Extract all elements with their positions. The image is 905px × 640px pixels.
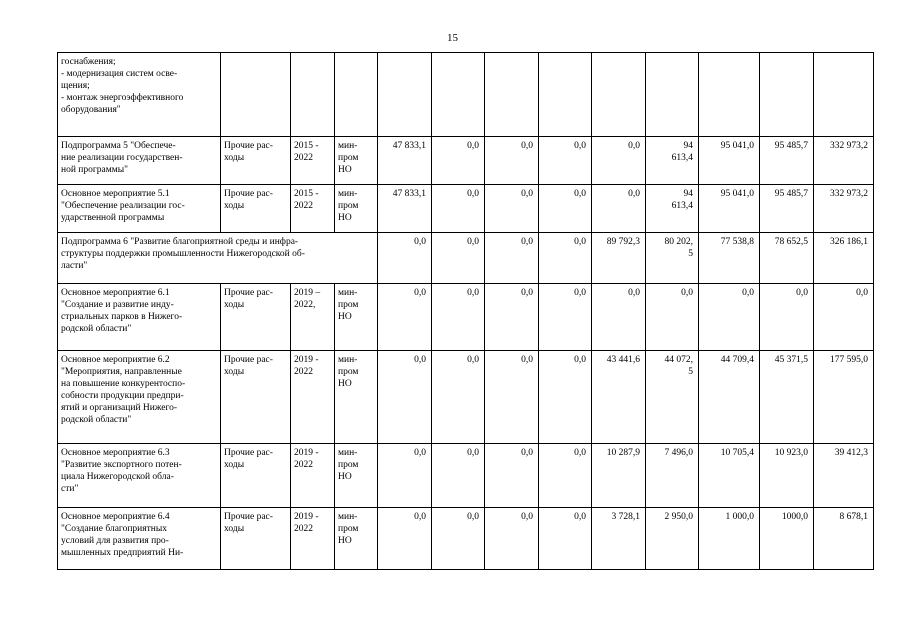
cell-line: 0,0 xyxy=(521,237,533,247)
cell-line: 0,0 xyxy=(681,288,693,298)
cell-line: структуры поддержки промышленности Нижегородской об- xyxy=(61,249,305,259)
cell-line: сти" xyxy=(61,484,79,494)
value-cell xyxy=(539,284,592,351)
table-row xyxy=(58,185,874,233)
measure-name-cell xyxy=(58,351,221,444)
period-cell xyxy=(291,508,335,570)
cell-line: пром xyxy=(338,201,359,211)
cell-line: циала Нижегородской обла- xyxy=(61,472,174,482)
value-cell xyxy=(646,137,699,185)
value-cell xyxy=(378,508,432,570)
value-cell xyxy=(485,185,539,233)
table-row xyxy=(58,508,874,570)
value-cell xyxy=(760,185,814,233)
value-cell xyxy=(592,53,646,137)
cell-line: 0,0 xyxy=(467,141,479,151)
value-cell xyxy=(646,351,699,444)
executor-cell xyxy=(335,137,378,185)
table-row xyxy=(58,444,874,508)
table-row xyxy=(58,233,874,284)
value-cell xyxy=(814,508,874,570)
value-cell xyxy=(646,444,699,508)
funding-source-cell xyxy=(221,137,291,185)
cell-line: пром xyxy=(338,153,359,163)
measure-name-cell xyxy=(58,137,221,185)
cell-line: Прочие рас- xyxy=(224,355,273,365)
cell-line: 2 950,0 xyxy=(664,512,693,522)
measure-name-cell xyxy=(58,284,221,351)
cell-line: 95 041,0 xyxy=(720,141,754,151)
funding-source-cell xyxy=(221,508,291,570)
value-cell xyxy=(432,233,485,284)
cell-line: 47 833,1 xyxy=(392,141,426,151)
cell-line: 0,0 xyxy=(414,237,426,247)
value-cell xyxy=(485,508,539,570)
cell-line: родской области" xyxy=(61,415,132,425)
cell-line: щения; xyxy=(61,81,90,91)
cell-line: 0,0 xyxy=(521,288,533,298)
value-cell xyxy=(814,53,874,137)
cell-line: 332 973,2 xyxy=(830,141,868,151)
value-cell xyxy=(699,137,760,185)
cell-line: 613,4 xyxy=(671,153,693,163)
cell-line: 0,0 xyxy=(467,512,479,522)
cell-line: ударственной программы xyxy=(61,213,165,223)
value-cell xyxy=(592,185,646,233)
value-cell xyxy=(814,444,874,508)
cell-line: 0,0 xyxy=(796,288,808,298)
value-cell xyxy=(592,351,646,444)
value-cell xyxy=(378,351,432,444)
value-cell xyxy=(646,53,699,137)
cell-line: НО xyxy=(338,213,352,223)
value-cell xyxy=(760,508,814,570)
cell-line: 2022 xyxy=(294,201,313,211)
cell-line: "Обеспечение реализации гос- xyxy=(61,201,185,211)
cell-line: ласти" xyxy=(61,261,88,271)
cell-line: НО xyxy=(338,536,352,546)
cell-line: Подпрограмма 6 "Развитие благоприятной среды и инфра- xyxy=(61,237,299,247)
cell-line: 94 xyxy=(683,189,693,199)
cell-line: 5 xyxy=(688,367,693,377)
value-cell xyxy=(378,444,432,508)
value-cell xyxy=(432,444,485,508)
cell-line: 0,0 xyxy=(628,288,640,298)
period-cell xyxy=(291,444,335,508)
cell-line: 2015 - xyxy=(294,141,319,151)
cell-line: 45 371,5 xyxy=(774,355,808,365)
cell-line: 0,0 xyxy=(628,141,640,151)
cell-line: ходы xyxy=(224,367,245,377)
cell-line: "Создание и развитие инду- xyxy=(61,300,174,310)
value-cell xyxy=(485,53,539,137)
cell-line: "Создание благоприятных xyxy=(61,524,167,534)
funding-source-cell xyxy=(221,351,291,444)
value-cell xyxy=(760,137,814,185)
value-cell xyxy=(485,233,539,284)
executor-cell xyxy=(335,284,378,351)
executor-cell xyxy=(335,53,378,137)
value-cell xyxy=(814,137,874,185)
value-cell xyxy=(699,508,760,570)
value-cell xyxy=(432,508,485,570)
value-cell xyxy=(378,233,432,284)
value-cell xyxy=(378,137,432,185)
cell-line: 2019 - xyxy=(294,355,319,365)
cell-line: пром xyxy=(338,524,359,534)
cell-line: Прочие рас- xyxy=(224,288,273,298)
cell-line: мин- xyxy=(338,512,358,522)
cell-line: 10 923,0 xyxy=(774,448,808,458)
value-cell xyxy=(432,284,485,351)
table-row xyxy=(58,137,874,185)
cell-line: 44 072, xyxy=(664,355,693,365)
cell-line: Прочие рас- xyxy=(224,141,273,151)
cell-line: 3 728,1 xyxy=(611,512,640,522)
table-row xyxy=(58,284,874,351)
value-cell xyxy=(485,137,539,185)
cell-line: мин- xyxy=(338,355,358,365)
value-cell xyxy=(592,444,646,508)
cell-line: 0,0 xyxy=(467,288,479,298)
cell-line: 7 496,0 xyxy=(664,448,693,458)
budget-table xyxy=(57,52,874,570)
cell-line: 2019 - xyxy=(294,512,319,522)
value-cell xyxy=(485,284,539,351)
funding-source-cell xyxy=(221,185,291,233)
cell-line: мышленных предприятий Ни- xyxy=(61,548,184,558)
cell-line: ятий и организаций Нижего- xyxy=(61,403,178,413)
cell-line: ходы xyxy=(224,524,245,534)
cell-line: 0,0 xyxy=(467,237,479,247)
cell-line: мин- xyxy=(338,288,358,298)
cell-line: мин- xyxy=(338,448,358,458)
value-cell xyxy=(485,351,539,444)
cell-line: 39 412,3 xyxy=(834,448,868,458)
cell-line: 94 xyxy=(683,141,693,151)
value-cell xyxy=(539,53,592,137)
cell-line: 1 000,0 xyxy=(725,512,754,522)
cell-line: 332 973,2 xyxy=(830,189,868,199)
cell-line: - монтаж энергоэффективного xyxy=(61,93,184,103)
value-cell xyxy=(646,284,699,351)
cell-line: 10 287,9 xyxy=(606,448,640,458)
funding-source-cell xyxy=(221,284,291,351)
cell-line: 326 186,1 xyxy=(830,237,868,247)
value-cell xyxy=(539,508,592,570)
executor-cell xyxy=(335,508,378,570)
executor-cell xyxy=(335,444,378,508)
cell-line: 2022 xyxy=(294,524,313,534)
cell-line: Основное мероприятие 6.4 xyxy=(61,512,170,522)
cell-line: 0,0 xyxy=(742,288,754,298)
cell-line: Подпрограмма 5 "Обеспече- xyxy=(61,141,176,151)
cell-line: 177 595,0 xyxy=(830,355,868,365)
cell-line: пром xyxy=(338,367,359,377)
cell-line: стриальных парков в Нижего- xyxy=(61,312,183,322)
value-cell xyxy=(592,508,646,570)
cell-line: 80 202, xyxy=(664,237,693,247)
cell-line: родской области" xyxy=(61,324,132,334)
cell-line: 43 441,6 xyxy=(606,355,640,365)
value-cell xyxy=(646,185,699,233)
cell-line: 0,0 xyxy=(414,448,426,458)
period-cell xyxy=(291,137,335,185)
value-cell xyxy=(539,137,592,185)
period-cell xyxy=(291,351,335,444)
value-cell xyxy=(539,444,592,508)
cell-line: Основное мероприятие 6.3 xyxy=(61,448,170,458)
cell-line: 5 xyxy=(688,249,693,259)
executor-cell xyxy=(335,185,378,233)
cell-line: 0,0 xyxy=(574,189,586,199)
cell-line: пром xyxy=(338,300,359,310)
measure-name-cell xyxy=(58,185,221,233)
cell-line: Прочие рас- xyxy=(224,189,273,199)
cell-line: на повышение конкурентоспо- xyxy=(61,379,186,389)
value-cell xyxy=(646,508,699,570)
cell-line: 2022 xyxy=(294,367,313,377)
cell-line: 0,0 xyxy=(574,141,586,151)
value-cell xyxy=(814,284,874,351)
cell-line: ной программы" xyxy=(61,165,129,175)
cell-line: НО xyxy=(338,312,352,322)
value-cell xyxy=(699,233,760,284)
period-cell xyxy=(291,53,335,137)
measure-name-cell xyxy=(58,444,221,508)
value-cell xyxy=(646,233,699,284)
cell-line: 2022 xyxy=(294,460,313,470)
cell-line: 95 485,7 xyxy=(774,189,808,199)
cell-line: пром xyxy=(338,460,359,470)
value-cell xyxy=(699,185,760,233)
cell-line: 0,0 xyxy=(574,355,586,365)
value-cell xyxy=(592,233,646,284)
value-cell xyxy=(539,185,592,233)
cell-line: ходы xyxy=(224,300,245,310)
cell-line: 0,0 xyxy=(414,288,426,298)
value-cell xyxy=(760,53,814,137)
cell-line: 0,0 xyxy=(856,288,868,298)
value-cell xyxy=(699,351,760,444)
cell-line: 10 705,4 xyxy=(720,448,754,458)
cell-line: Основное мероприятие 6.1 xyxy=(61,288,170,298)
funding-source-cell xyxy=(221,53,291,137)
cell-line: 0,0 xyxy=(467,355,479,365)
cell-line: НО xyxy=(338,165,352,175)
cell-line: собности продукции предпри- xyxy=(61,391,184,401)
value-cell xyxy=(760,233,814,284)
cell-line: 0,0 xyxy=(574,512,586,522)
cell-line: 0,0 xyxy=(467,448,479,458)
cell-line: 2019 - xyxy=(294,448,319,458)
cell-line: НО xyxy=(338,472,352,482)
value-cell xyxy=(814,233,874,284)
cell-line: - модернизация систем осве- xyxy=(61,69,178,79)
value-cell xyxy=(760,351,814,444)
cell-line: 78 652,5 xyxy=(774,237,808,247)
cell-line: 0,0 xyxy=(414,512,426,522)
cell-line: 8 678,1 xyxy=(839,512,868,522)
value-cell xyxy=(539,351,592,444)
value-cell xyxy=(592,284,646,351)
cell-line: 0,0 xyxy=(414,355,426,365)
cell-line: 89 792,3 xyxy=(606,237,640,247)
measure-name-cell xyxy=(58,508,221,570)
table-row xyxy=(58,53,874,137)
value-cell xyxy=(592,137,646,185)
cell-line: Прочие рас- xyxy=(224,448,273,458)
cell-line: ходы xyxy=(224,460,245,470)
value-cell xyxy=(699,53,760,137)
table-row xyxy=(58,351,874,444)
cell-line: 0,0 xyxy=(521,141,533,151)
cell-line: 0,0 xyxy=(521,355,533,365)
cell-line: 0,0 xyxy=(628,189,640,199)
cell-line: мин- xyxy=(338,189,358,199)
funding-source-cell xyxy=(221,444,291,508)
period-cell xyxy=(291,284,335,351)
value-cell xyxy=(699,284,760,351)
cell-line: условий для развития про- xyxy=(61,536,169,546)
value-cell xyxy=(378,53,432,137)
value-cell xyxy=(760,444,814,508)
page-number: 15 xyxy=(447,32,458,44)
cell-line: 2015 - xyxy=(294,189,319,199)
value-cell xyxy=(432,137,485,185)
cell-line: Основное мероприятие 6.2 xyxy=(61,355,170,365)
value-cell xyxy=(699,444,760,508)
cell-line: НО xyxy=(338,379,352,389)
cell-line: 0,0 xyxy=(521,189,533,199)
cell-line: 95 485,7 xyxy=(774,141,808,151)
value-cell xyxy=(814,351,874,444)
value-cell xyxy=(485,444,539,508)
cell-line: ходы xyxy=(224,153,245,163)
cell-line: 0,0 xyxy=(521,448,533,458)
value-cell xyxy=(432,351,485,444)
value-cell xyxy=(539,233,592,284)
value-cell xyxy=(378,185,432,233)
cell-line: 0,0 xyxy=(521,512,533,522)
cell-line: 0,0 xyxy=(574,237,586,247)
cell-line: "Мероприятия, направленные xyxy=(61,367,182,377)
value-cell xyxy=(814,185,874,233)
cell-line: 2019 – xyxy=(294,288,321,298)
cell-line: Основное мероприятие 5.1 xyxy=(61,189,170,199)
cell-line: 77 538,8 xyxy=(720,237,754,247)
cell-line: 1000,0 xyxy=(781,512,808,522)
cell-line: 95 041,0 xyxy=(720,189,754,199)
cell-line: 2022, xyxy=(294,300,316,310)
cell-line: 47 833,1 xyxy=(392,189,426,199)
value-cell xyxy=(432,53,485,137)
value-cell xyxy=(378,284,432,351)
cell-line: "Развитие экспортного потен- xyxy=(61,460,182,470)
cell-line: 613,4 xyxy=(671,201,693,211)
cell-line: 44 709,4 xyxy=(720,355,754,365)
value-cell xyxy=(760,284,814,351)
cell-line: ние реализации государствен- xyxy=(61,153,183,163)
cell-line: 0,0 xyxy=(574,448,586,458)
cell-line: 2022 xyxy=(294,153,313,163)
cell-line: оборудования" xyxy=(61,105,121,115)
cell-line: 0,0 xyxy=(574,288,586,298)
cell-line: госнабжения; xyxy=(61,57,116,67)
measure-name-cell xyxy=(58,53,221,137)
cell-line: ходы xyxy=(224,201,245,211)
executor-cell xyxy=(335,351,378,444)
cell-line: 0,0 xyxy=(467,189,479,199)
cell-line: Прочие рас- xyxy=(224,512,273,522)
period-cell xyxy=(291,185,335,233)
cell-line: мин- xyxy=(338,141,358,151)
measure-name-cell xyxy=(58,233,378,284)
value-cell xyxy=(432,185,485,233)
